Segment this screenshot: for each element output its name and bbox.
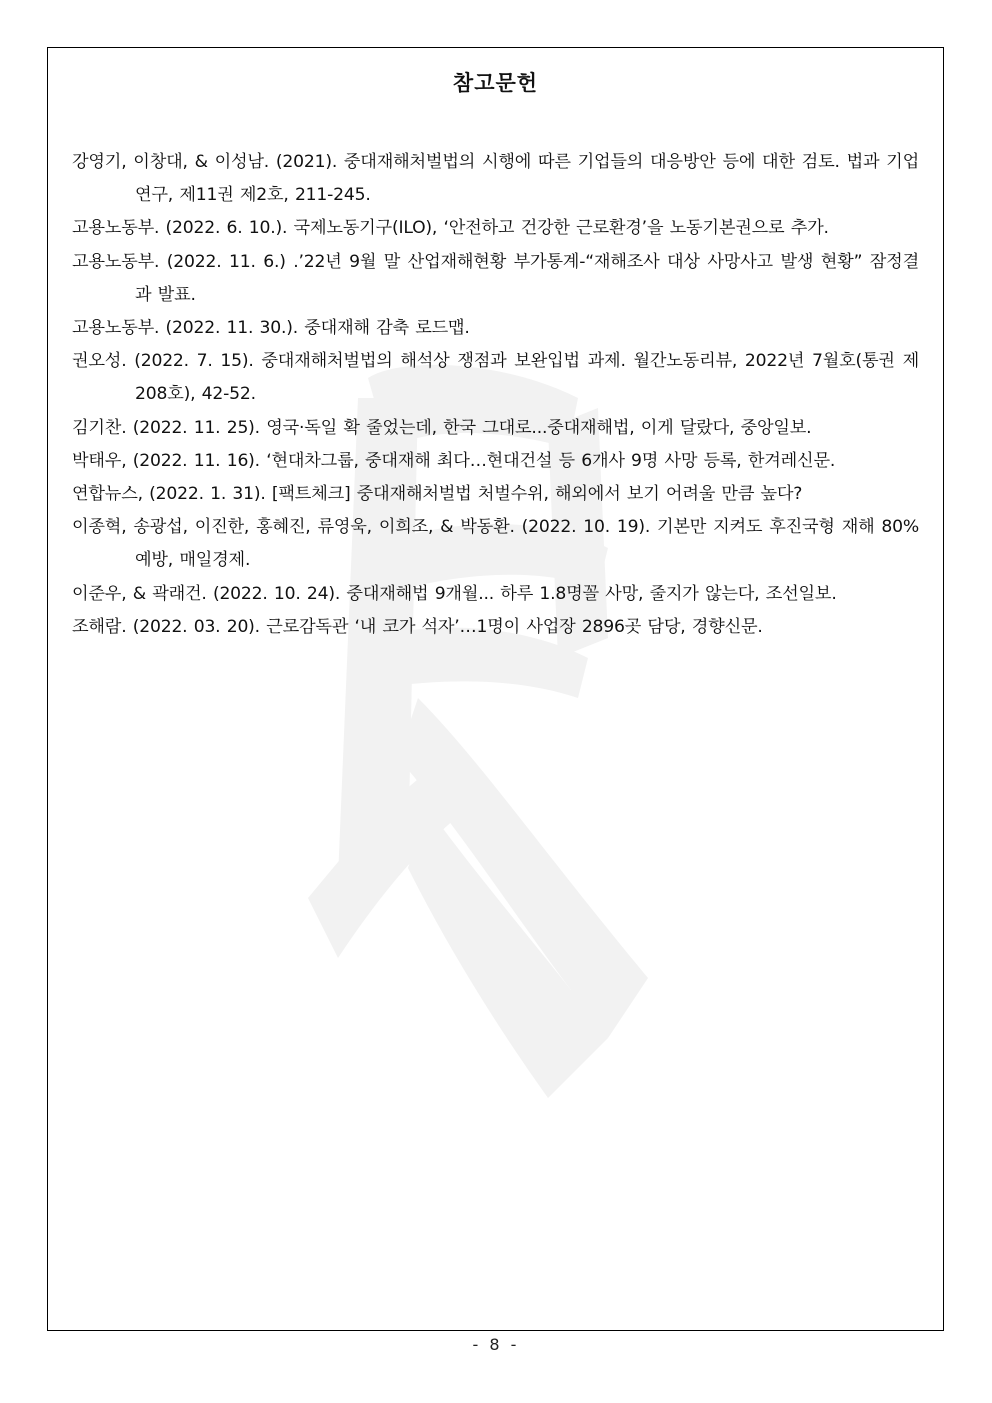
reference-list bbox=[48, 146, 943, 644]
page-frame bbox=[47, 47, 944, 1331]
reference-item: 고용노동부. (2022. 11. 30.). 중대재해 감축 로드맵. bbox=[72, 318, 470, 339]
reference-item: 박태우, (2022. 11. 16). ‘현대차그룹, 중대재해 최다…현대건설 등 6개사 9명 사망 등록, 한겨레신문. bbox=[72, 450, 836, 471]
reference-item: 이종혁, 송광섭, 이진한, 홍혜진, 류영욱, 이희조, & 박동환. (2022. 10. 19). 기본만 지켜도 후진국형 재해 80% 예방, 매일경제. bbox=[72, 517, 919, 571]
reference-item: 연합뉴스, (2022. 1. 31). [팩트체크] 중대재해처벌법 처벌수위, 해외에서 보기 어려울 만큼 높다? bbox=[72, 484, 803, 505]
reference-item: 권오성. (2022. 7. 15). 중대재해처벌법의 해석상 쟁점과 보완입법 과제. 월간노동리뷰, 2022년 7월호(통권 제208호), 42-52. bbox=[72, 351, 919, 405]
reference-item: 고용노동부. (2022. 6. 10.). 국제노동기구(ILO), ‘안전하고 건강한 근로환경’을 노동기본권으로 추가. bbox=[72, 218, 829, 239]
page-title: 참고문헌 bbox=[452, 71, 539, 95]
page-number: - 8 - bbox=[472, 1335, 520, 1354]
reference-item: 강영기, 이창대, & 이성남. (2021). 중대재해처벌법의 시행에 따른 기업들의 대응방안 등에 대한 검토. 법과 기업 연구, 제11권 제2호, 211-245. bbox=[72, 152, 919, 206]
reference-item: 고용노동부. (2022. 11. 6.) .’22년 9월 말 산업재해현황 부가통계-“재해조사 대상 사망사고 발생 현황” 잠정결과 발표. bbox=[72, 251, 919, 305]
reference-item: 김기찬. (2022. 11. 25). 영국·독일 확 줄었는데, 한국 그대로...중대재해법, 이게 달랐다, 중앙일보. bbox=[72, 417, 812, 438]
reference-item: 이준우, & 곽래건. (2022. 10. 24). 중대재해법 9개월... 하루 1.8명꼴 사망, 줄지가 않는다, 조선일보. bbox=[72, 583, 837, 604]
reference-item: 조해람. (2022. 03. 20). 근로감독관 ‘내 코가 석자’…1명이 사업장 2896곳 담당, 경향신문. bbox=[72, 616, 763, 637]
